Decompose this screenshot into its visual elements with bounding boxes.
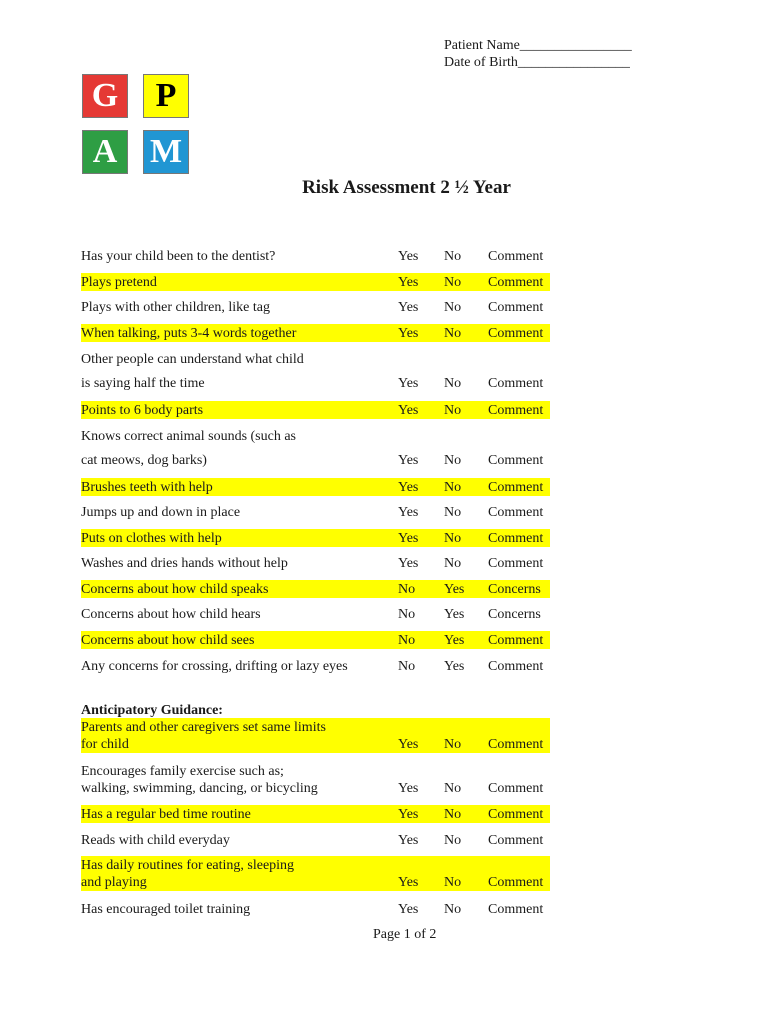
- comment-option[interactable]: Comment: [488, 453, 544, 468]
- question-text: When talking, puts 3-4 words together: [81, 326, 297, 341]
- question-text: Other people can understand what child: [81, 352, 304, 367]
- answer-option-2[interactable]: No: [444, 902, 462, 917]
- comment-option[interactable]: Comment: [488, 376, 544, 391]
- question-text: Concerns about how child hears: [81, 607, 261, 622]
- logo-letter-a: A: [82, 130, 128, 174]
- answer-option-1[interactable]: Yes: [398, 403, 419, 418]
- answer-option-1[interactable]: Yes: [398, 480, 419, 495]
- question-text: Brushes teeth with help: [81, 480, 213, 495]
- question-text: Has your child been to the dentist?: [81, 249, 276, 264]
- answer-option-2[interactable]: No: [444, 737, 462, 752]
- answer-option-2[interactable]: No: [444, 453, 462, 468]
- answer-option-2[interactable]: No: [444, 833, 462, 848]
- answer-option-2[interactable]: No: [444, 403, 462, 418]
- question-text: Has daily routines for eating, sleeping: [81, 858, 295, 873]
- logo-letter-m: M: [143, 130, 189, 174]
- guidance-heading: Anticipatory Guidance:: [81, 703, 223, 718]
- answer-option-1[interactable]: Yes: [398, 875, 419, 890]
- comment-option[interactable]: Comment: [488, 833, 544, 848]
- answer-option-2[interactable]: No: [444, 875, 462, 890]
- answer-option-1[interactable]: No: [398, 607, 416, 622]
- answer-option-1[interactable]: No: [398, 659, 416, 674]
- answer-option-2[interactable]: Yes: [444, 607, 465, 622]
- page-title: Risk Assessment 2 ½ Year: [302, 177, 511, 198]
- question-text: Washes and dries hands without help: [81, 556, 288, 571]
- question-text: Concerns about how child speaks: [81, 582, 269, 597]
- answer-option-2[interactable]: Yes: [444, 633, 465, 648]
- answer-option-1[interactable]: No: [398, 582, 416, 597]
- question-text: and playing: [81, 875, 147, 890]
- comment-option[interactable]: Comment: [488, 403, 544, 418]
- comment-option[interactable]: Comment: [488, 556, 544, 571]
- question-text: Plays with other children, like tag: [81, 300, 270, 315]
- comment-option[interactable]: Comment: [488, 659, 544, 674]
- logo-letter-g: G: [82, 74, 128, 118]
- question-text: Reads with child everyday: [81, 833, 230, 848]
- answer-option-1[interactable]: Yes: [398, 531, 419, 546]
- answer-option-1[interactable]: Yes: [398, 376, 419, 391]
- answer-option-1[interactable]: Yes: [398, 505, 419, 520]
- comment-option[interactable]: Comment: [488, 807, 544, 822]
- patient-name-field: Patient Name________________: [444, 38, 632, 53]
- comment-option[interactable]: Comment: [488, 275, 544, 290]
- question-text: Points to 6 body parts: [81, 403, 204, 418]
- answer-option-1[interactable]: Yes: [398, 902, 419, 917]
- answer-option-1[interactable]: Yes: [398, 807, 419, 822]
- answer-option-1[interactable]: Yes: [398, 781, 419, 796]
- comment-option[interactable]: Comment: [488, 633, 544, 648]
- question-text: Knows correct animal sounds (such as: [81, 429, 297, 444]
- answer-option-1[interactable]: Yes: [398, 326, 419, 341]
- answer-option-2[interactable]: Yes: [444, 582, 465, 597]
- answer-option-2[interactable]: No: [444, 376, 462, 391]
- date-of-birth-field: Date of Birth________________: [444, 55, 630, 70]
- answer-option-2[interactable]: Yes: [444, 659, 465, 674]
- comment-option[interactable]: Comment: [488, 505, 544, 520]
- answer-option-2[interactable]: No: [444, 300, 462, 315]
- question-text: for child: [81, 737, 129, 752]
- answer-option-1[interactable]: Yes: [398, 453, 419, 468]
- question-text: Puts on clothes with help: [81, 531, 222, 546]
- comment-option[interactable]: Comment: [488, 326, 544, 341]
- answer-option-1[interactable]: Yes: [398, 737, 419, 752]
- question-text: cat meows, dog barks): [81, 453, 207, 468]
- answer-option-1[interactable]: Yes: [398, 833, 419, 848]
- question-text: Concerns about how child sees: [81, 633, 255, 648]
- comment-option[interactable]: Comment: [488, 737, 544, 752]
- comment-option[interactable]: Comment: [488, 249, 544, 264]
- comment-option[interactable]: Comment: [488, 531, 544, 546]
- question-text: Jumps up and down in place: [81, 505, 241, 520]
- comment-option[interactable]: Comment: [488, 781, 544, 796]
- question-text: walking, swimming, dancing, or bicycling: [81, 781, 318, 796]
- answer-option-1[interactable]: Yes: [398, 300, 419, 315]
- comment-option[interactable]: Comment: [488, 902, 544, 917]
- question-text: Encourages family exercise such as;: [81, 764, 284, 779]
- answer-option-2[interactable]: No: [444, 275, 462, 290]
- page-number: Page 1 of 2: [373, 927, 437, 942]
- question-text: Plays pretend: [81, 275, 157, 290]
- comment-option[interactable]: Comment: [488, 480, 544, 495]
- question-text: Has a regular bed time routine: [81, 807, 251, 822]
- answer-option-2[interactable]: No: [444, 249, 462, 264]
- comment-option[interactable]: Concerns: [488, 607, 541, 622]
- answer-option-2[interactable]: No: [444, 326, 462, 341]
- answer-option-2[interactable]: No: [444, 480, 462, 495]
- answer-option-2[interactable]: No: [444, 781, 462, 796]
- answer-option-1[interactable]: No: [398, 633, 416, 648]
- answer-option-1[interactable]: Yes: [398, 556, 419, 571]
- logo-letter-p: P: [143, 74, 189, 118]
- answer-option-2[interactable]: No: [444, 531, 462, 546]
- answer-option-2[interactable]: No: [444, 556, 462, 571]
- comment-option[interactable]: Concerns: [488, 582, 541, 597]
- answer-option-1[interactable]: Yes: [398, 275, 419, 290]
- comment-option[interactable]: Comment: [488, 300, 544, 315]
- question-text: Any concerns for crossing, drifting or lazy eyes: [81, 659, 348, 674]
- answer-option-2[interactable]: No: [444, 505, 462, 520]
- answer-option-2[interactable]: No: [444, 807, 462, 822]
- question-text: Parents and other caregivers set same limits: [81, 720, 326, 735]
- comment-option[interactable]: Comment: [488, 875, 544, 890]
- answer-option-1[interactable]: Yes: [398, 249, 419, 264]
- question-text: is saying half the time: [81, 376, 205, 391]
- question-text: Has encouraged toilet training: [81, 902, 251, 917]
